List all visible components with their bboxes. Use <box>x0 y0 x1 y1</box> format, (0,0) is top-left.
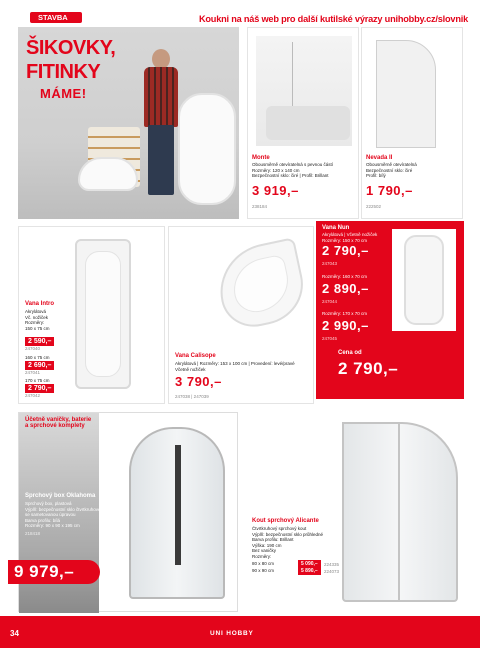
oklahoma-banner-1: Účetně vaničky, baterie <box>25 417 92 423</box>
product-card-alicante[interactable] <box>246 412 464 612</box>
intro-code-1: 247040 <box>25 346 41 351</box>
intro-desc-2: Vč. nožiček <box>25 314 49 320</box>
monte-name: Monte <box>252 155 270 161</box>
monte-price: 3 919,– <box>252 183 299 198</box>
alicante-desc-5: Bez vaničky <box>252 548 277 554</box>
alicante-desc-2: Výplň: bezpečnostní sklo průhledné <box>252 531 324 537</box>
nun-price-1: 2 790,– <box>322 243 369 258</box>
alicante-code-1: 224335 <box>324 562 340 567</box>
intro-code-3: 247042 <box>25 393 41 398</box>
intro-image <box>75 239 131 389</box>
intro-price-1: 2 590,– <box>25 337 54 346</box>
intro-size-1: 150 x 75 cm <box>25 325 50 331</box>
intro-name: Vana Intro <box>25 301 55 307</box>
oklahoma-desc-2: Výplň: bezpečnostní sklo čtvrtkruhové <box>25 506 101 512</box>
alicante-price-2: 5 890,– <box>298 567 321 575</box>
product-card-intro[interactable] <box>18 226 165 404</box>
header-slogan: Koukni na náš web pro další kutilské výrazy unihobby.cz/slovnik <box>198 14 468 24</box>
intro-desc-3: Rozměry: <box>25 320 45 326</box>
nun-image <box>392 229 456 331</box>
footer-bar <box>0 616 480 648</box>
oklahoma-desc-3: se sametovanou úpravou <box>25 512 76 518</box>
oklahoma-desc-1: Sprchový box, plastová <box>25 501 72 506</box>
alicante-code-2: 224073 <box>324 569 340 574</box>
alicante-size-1: 80 x 80 cm <box>252 561 275 566</box>
alicante-desc-3: Barva profilu: Brillant <box>252 537 294 543</box>
alicante-name: Kout sprchový Alicante <box>252 518 319 524</box>
oklahoma-price: 9 979,– <box>14 562 75 581</box>
nevada-desc-1: Obousměrně otevíratelná <box>366 162 417 167</box>
alicante-price-1: 5 090,– <box>298 560 321 568</box>
calisope-image <box>219 235 303 335</box>
monte-desc-2: Rozměry: 120 x 140 cm <box>252 167 300 173</box>
nevada-desc-3: Profil: bílý <box>366 173 386 179</box>
nun-name: Vana Nun <box>322 225 350 231</box>
nevada-price: 1 790,– <box>366 183 413 198</box>
alicante-desc-1: Čtvrtkruhový sprchový kout <box>252 526 307 531</box>
nun-from-label: Cena od <box>338 350 362 356</box>
oklahoma-code: 218418 <box>25 531 41 536</box>
nun-from-price: 2 790,– <box>338 359 399 378</box>
oklahoma-banner <box>25 417 115 435</box>
calisope-desc-1: Akrylátová | Rozměry: 153 x 100 cm | Provedení: levé/pravé <box>175 361 295 366</box>
monte-image <box>256 36 352 146</box>
oklahoma-name: Sprchový box Oklahoma <box>25 493 96 499</box>
nun-desc-1: Akrylátová | Včetně nožiček <box>322 232 378 237</box>
oklahoma-image <box>129 427 225 599</box>
monte-desc-3: Bezpečnostní sklo: čiré | Profil: Brillant <box>252 173 329 179</box>
intro-size-2: 160 x 75 cm <box>25 355 50 360</box>
intro-code-2: 247041 <box>25 370 41 375</box>
oklahoma-banner-2: a sprchové komplety <box>25 423 85 429</box>
nun-label-2: Rozměry: 160 x 70 cm <box>322 274 368 279</box>
nun-code-1: 247043 <box>322 261 338 266</box>
calisope-price: 3 790,– <box>175 374 222 389</box>
person-figure <box>140 49 182 199</box>
hero-panel <box>18 27 239 219</box>
intro-price-2: 2 690,– <box>25 361 54 370</box>
nun-price-3: 2 990,– <box>322 318 369 333</box>
nevada-name: Nevada II <box>366 155 393 161</box>
nevada-code: 222502 <box>366 204 382 209</box>
header-bar <box>0 0 480 28</box>
alicante-size-2: 90 x 90 cm <box>252 568 275 573</box>
product-card-nevada[interactable] <box>361 27 463 219</box>
nun-desc-2: Rozměry: 150 x 70 cm <box>322 237 368 243</box>
calisope-code: 247038 | 247039 <box>175 394 209 399</box>
intro-price-3: 2 790,– <box>25 384 54 393</box>
intro-desc-1: Akrylátová <box>25 309 47 314</box>
alicante-desc-6: Rozměry: <box>252 553 272 559</box>
oklahoma-desc-4: Barva profilu: bílá <box>25 517 61 523</box>
footer-logo: UNI HOBBY <box>210 630 254 637</box>
hero-line-1: ŠIKOVKY, <box>26 37 116 59</box>
monte-code: 238184 <box>252 204 268 209</box>
monte-desc-1: Obousměrně otevíratelná s pevnou částí <box>252 162 334 167</box>
page-number: 34 <box>10 629 19 638</box>
nun-label-3: Rozměry: 170 x 70 cm <box>322 311 368 316</box>
product-card-calisope[interactable] <box>168 226 314 404</box>
nun-price-2: 2 890,– <box>322 281 369 296</box>
calisope-name: Vana Calisope <box>175 353 216 359</box>
hero-line-2: FITINKY <box>26 61 101 83</box>
oklahoma-price-badge <box>8 560 100 584</box>
intro-size-3: 170 x 75 cm <box>25 378 50 383</box>
product-card-nun[interactable] <box>316 221 464 399</box>
nevada-image <box>376 40 436 148</box>
nun-code-3: 247045 <box>322 336 338 341</box>
calisope-desc-2: Včetně nožiček <box>175 366 206 372</box>
hero-bathtub <box>178 93 236 205</box>
nevada-desc-2: Bezpečnostní sklo: čiré <box>366 167 413 173</box>
oklahoma-desc-5: Rozměry: 90 x 90 x 195 cm <box>25 523 80 529</box>
nun-code-2: 247044 <box>322 299 338 304</box>
alicante-image <box>342 422 458 602</box>
alicante-desc-4: Výška: 190 cm <box>252 542 282 548</box>
section-label: STAVBA <box>38 13 68 22</box>
hero-line-3: MÁME! <box>40 86 87 101</box>
hero-basin <box>78 157 138 191</box>
product-card-monte[interactable] <box>247 27 359 219</box>
